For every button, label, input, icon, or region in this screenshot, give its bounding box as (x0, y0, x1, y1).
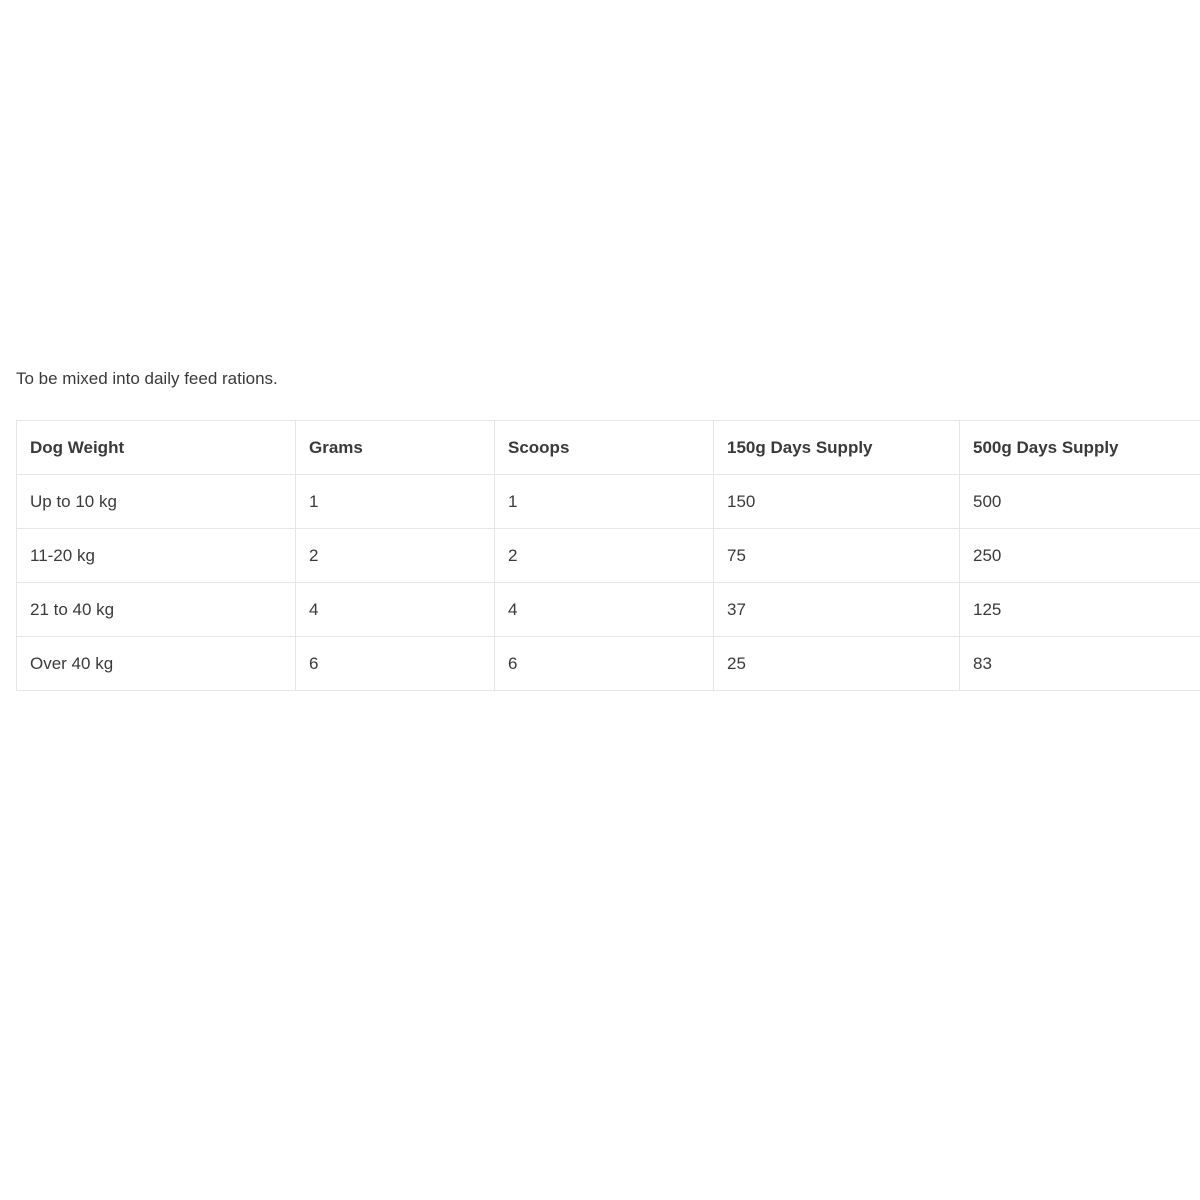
cell-scoops: 4 (495, 583, 714, 637)
table-row (17, 529, 1200, 583)
cell-150g-days-supply: 37 (714, 583, 960, 637)
cell-150g-days-supply: 25 (714, 637, 960, 691)
header-150g-days-supply: 150g Days Supply (714, 421, 960, 475)
cell-scoops: 1 (495, 475, 714, 529)
header-scoops: Scoops (495, 421, 714, 475)
cell-scoops: 6 (495, 637, 714, 691)
header-dog-weight: Dog Weight (17, 421, 296, 475)
cell-150g-days-supply: 150 (714, 475, 960, 529)
cell-500g-days-supply: 250 (960, 529, 1200, 583)
cell-500g-days-supply: 83 (960, 637, 1200, 691)
header-500g-days-supply: 500g Days Supply (960, 421, 1200, 475)
cell-scoops: 2 (495, 529, 714, 583)
table-header-row (17, 421, 1200, 475)
cell-dog-weight: 21 to 40 kg (17, 583, 296, 637)
table-row (17, 637, 1200, 691)
cell-dog-weight: Up to 10 kg (17, 475, 296, 529)
table-row (17, 475, 1200, 529)
cell-grams: 1 (296, 475, 495, 529)
cell-dog-weight: Over 40 kg (17, 637, 296, 691)
table-row (17, 583, 1200, 637)
cell-dog-weight: 11-20 kg (17, 529, 296, 583)
cell-500g-days-supply: 500 (960, 475, 1200, 529)
cell-grams: 2 (296, 529, 495, 583)
header-grams: Grams (296, 421, 495, 475)
feeding-guide-table (16, 420, 1200, 691)
cell-150g-days-supply: 75 (714, 529, 960, 583)
cell-grams: 4 (296, 583, 495, 637)
cell-grams: 6 (296, 637, 495, 691)
cell-500g-days-supply: 125 (960, 583, 1200, 637)
intro-text: To be mixed into daily feed rations. (16, 369, 278, 388)
